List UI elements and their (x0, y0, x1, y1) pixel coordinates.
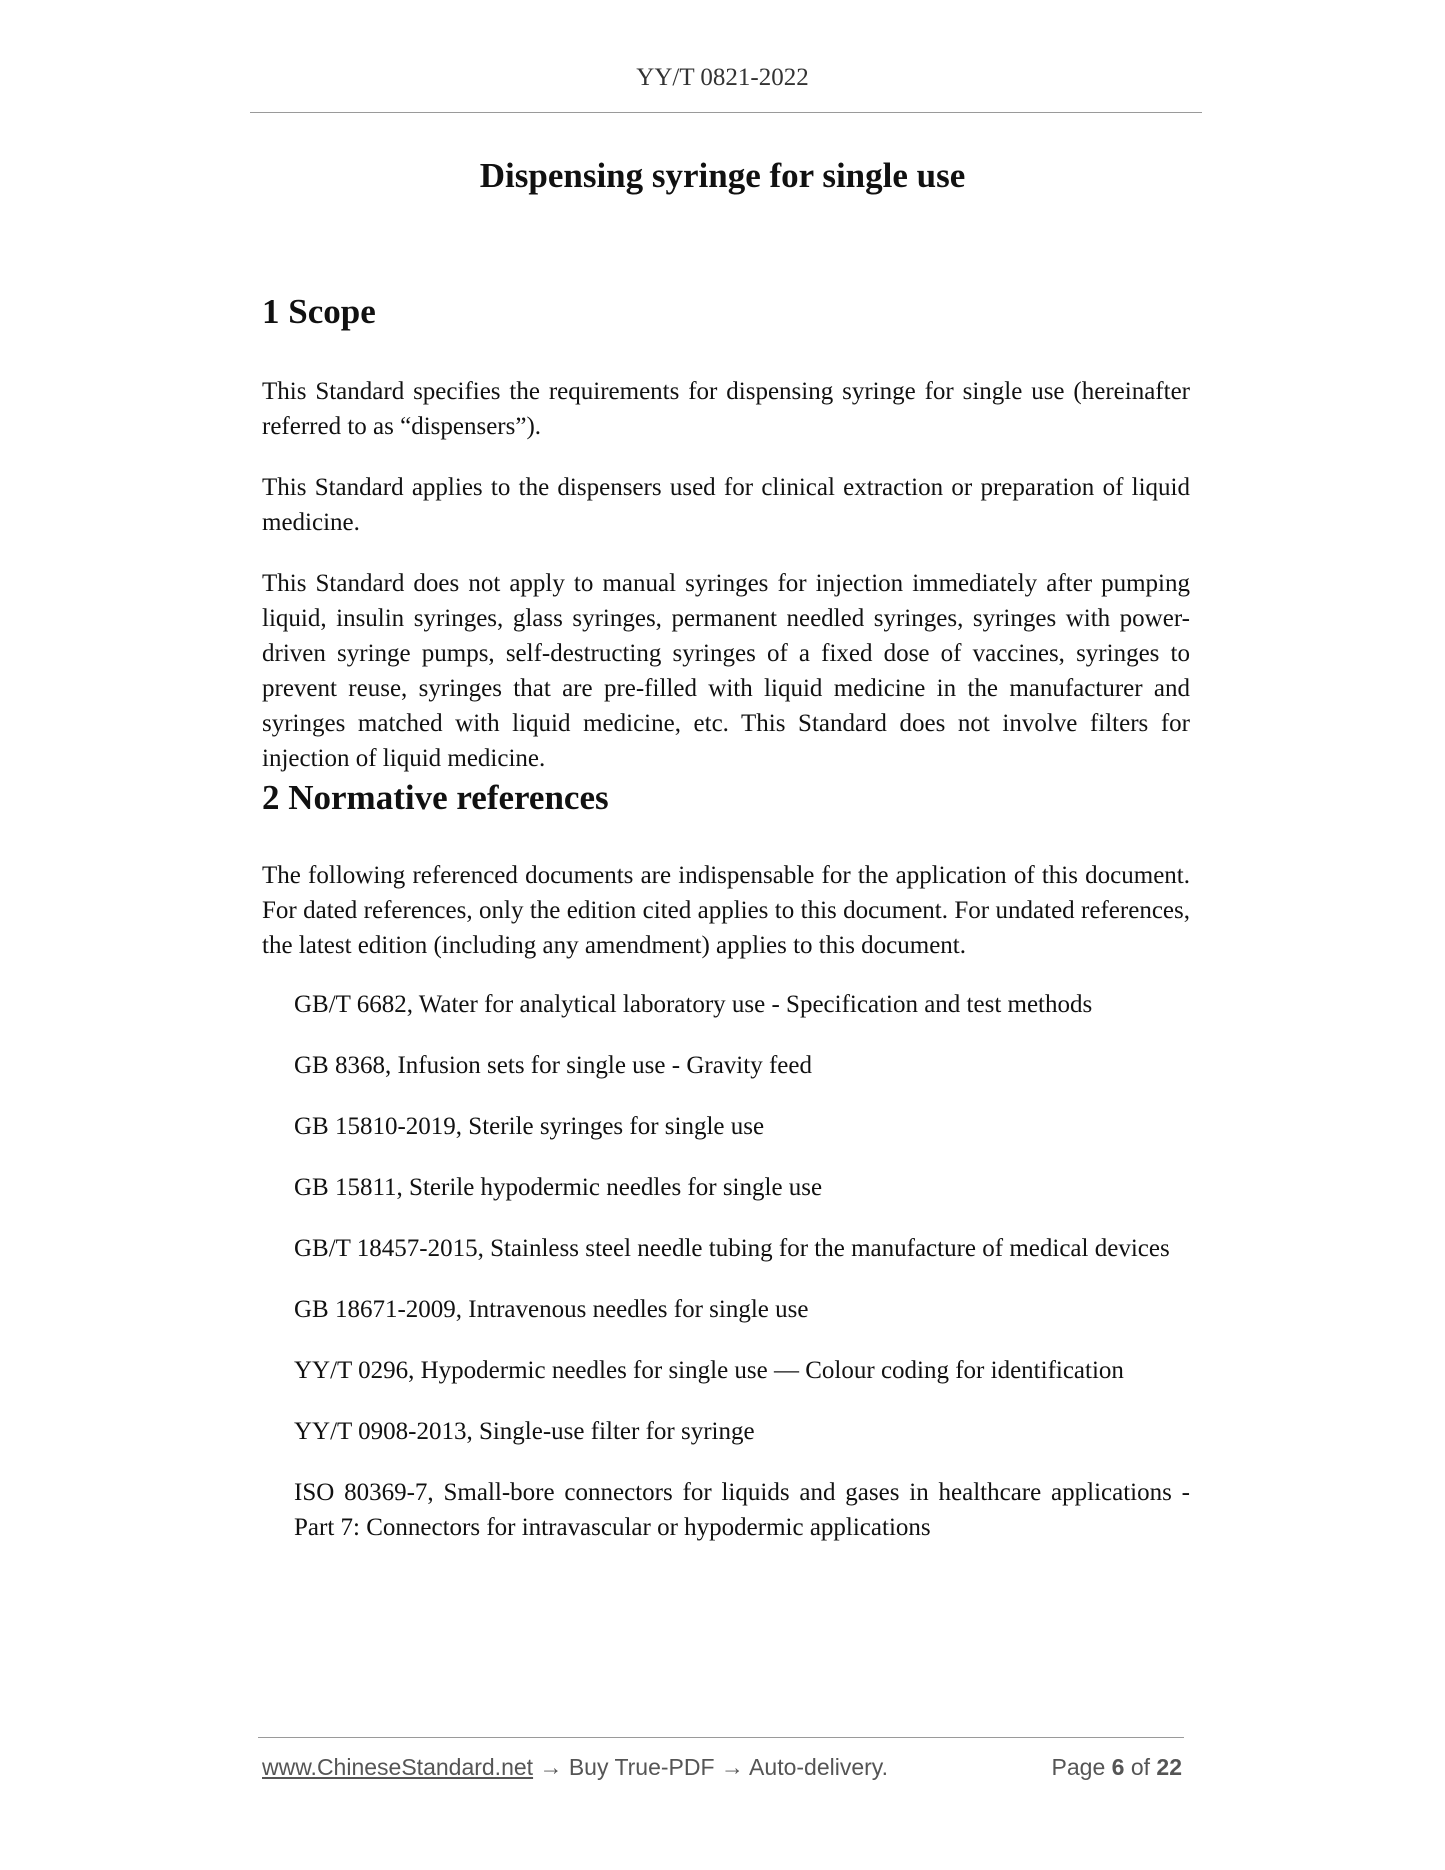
section-scope (262, 290, 1190, 776)
reference-item: GB 15811, Sterile hypodermic needles for single use (294, 1174, 823, 1201)
footer-promo-text: → Buy True-PDF → Auto-delivery. (533, 1754, 888, 1780)
reference-list (294, 987, 1190, 1545)
of-label: of (1130, 1754, 1151, 1780)
paragraph: This Standard does not apply to manual syringes for injection immediately after pumping liquid, insulin syringes, glass syringes, permanent needled syringes, syringes with power-driven syringe pumps, self-destructing syringes of a fixed dose of vaccines, syringes to prevent reuse, syringes that are pre-filled with liquid medicine in the manufacturer and syringes matched with liquid medicine, etc. This Standard does not involve filters for injection of liquid medicine. (262, 570, 1190, 772)
reference-item: YY/T 0908-2013, Single-use filter for syringe (294, 1418, 755, 1445)
reference-item: GB 15810-2019, Sterile syringes for single use (294, 1113, 765, 1140)
paragraph: This Standard specifies the requirements for dispensing syringe for single use (hereinafter referred to as “dispensers”). (262, 378, 1190, 440)
header-divider (250, 112, 1202, 113)
section-normative-references (262, 776, 1190, 1545)
reference-item: GB 8368, Infusion sets for single use - Gravity feed (294, 1052, 812, 1079)
document-title: Dispensing syringe for single use (479, 156, 966, 195)
reference-item: ISO 80369-7, Small-bore connectors for liquids and gases in healthcare applications - Part 7: Connectors for intravascular or hypodermic applications (294, 1479, 1190, 1541)
reference-item: GB/T 18457-2015, Stainless steel needle tubing for the manufacture of medical devices (294, 1235, 1170, 1262)
reference-item: GB/T 6682, Water for analytical laboratory use - Specification and test methods (294, 991, 1093, 1018)
section-heading: 1 Scope (262, 292, 376, 331)
website-link[interactable]: www.ChineseStandard.net (262, 1754, 534, 1780)
footer-promo (262, 1754, 888, 1781)
total-pages: 22 (1156, 1754, 1182, 1780)
section-heading: 2 Normative references (262, 778, 609, 817)
document-body (262, 290, 1190, 1571)
standard-code: YY/T 0821-2022 (636, 64, 809, 91)
page-label: Page (1051, 1754, 1106, 1780)
reference-item: YY/T 0296, Hypodermic needles for single use — Colour coding for identification (294, 1357, 1124, 1384)
footer-divider (258, 1737, 1184, 1738)
page-number: 6 (1111, 1754, 1125, 1780)
paragraph: This Standard applies to the dispensers used for clinical extraction or preparation of liquid medicine. (262, 474, 1190, 536)
page-indicator (1052, 1754, 1182, 1781)
paragraph: The following referenced documents are indispensable for the application of this document. For dated references, only the edition cited applies to this document. For undated references, the latest edition (including any amendment) applies to this document. (262, 862, 1190, 959)
reference-item: GB 18671-2009, Intravenous needles for single use (294, 1296, 809, 1323)
